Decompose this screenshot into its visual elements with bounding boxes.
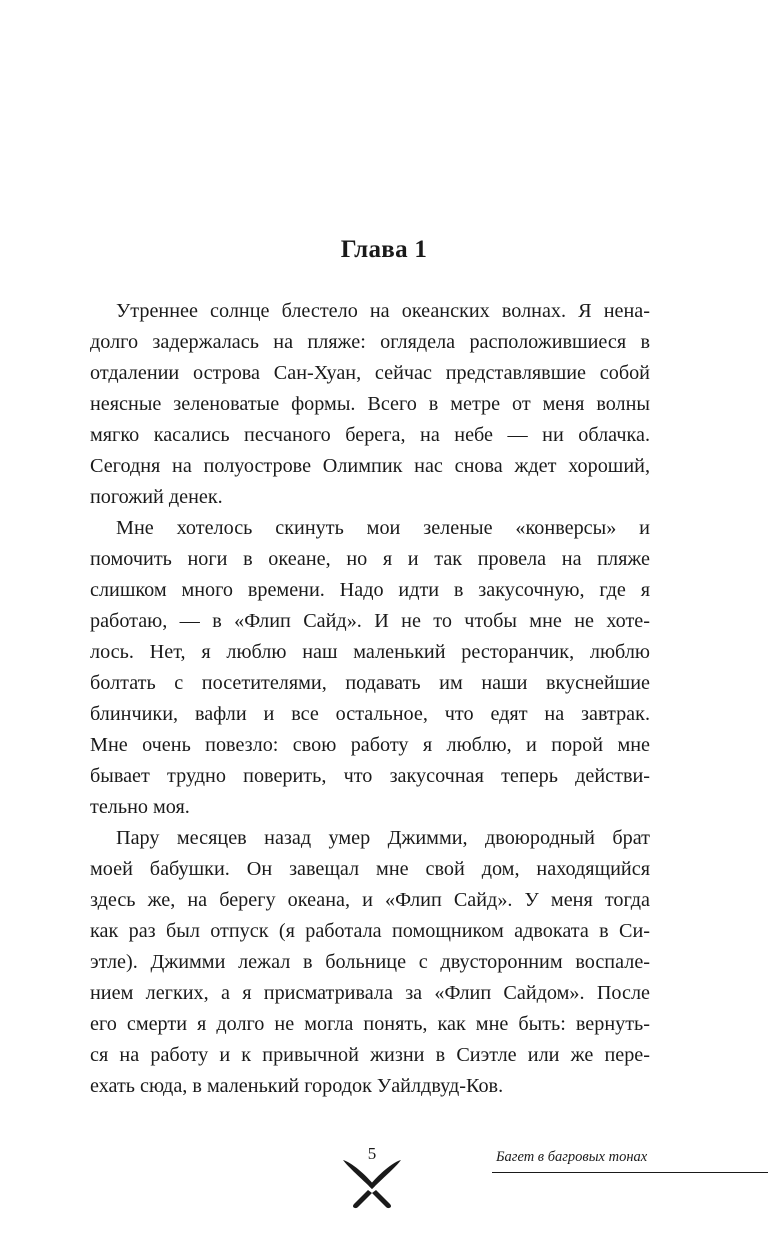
text-line: отдалении острова Сан-Хуан, сейчас представлявшие собой [90, 362, 650, 384]
text-line: его смерти я долго не могла понять, как мне быть: вернуть- [90, 1013, 650, 1035]
text-line: Утреннее солнце блестело на океанских волнах. Я нена- [116, 300, 650, 322]
running-title: Багет в багровых тонах [496, 1149, 648, 1165]
text-line: лось. Нет, я люблю наш маленький ресторанчик, люблю [90, 641, 650, 663]
text-line: мягко касались песчаного берега, на небе — ни облачка. [90, 424, 650, 446]
text-line: помочить ноги в океане, но я и так провела на пляже [90, 548, 650, 570]
text-line: Пару месяцев назад умер Джимми, двоюродный брат [116, 827, 650, 849]
running-title-rule [492, 1172, 768, 1173]
paragraph [90, 513, 650, 823]
text-line: долго задержалась на пляже: оглядела расположившиеся в [90, 331, 650, 353]
text-line: Мне хотелось скинуть мои зеленые «конверсы» и [116, 517, 650, 539]
text-line: блинчики, вафли и все остальное, что едят на завтрак. [90, 703, 650, 725]
paragraph [90, 823, 650, 1102]
crossed-knives-icon [341, 1158, 403, 1210]
text-line: неясные зеленоватые формы. Всего в метре от меня волны [90, 393, 650, 415]
paragraph [90, 296, 650, 513]
text-line: бывает трудно поверить, что закусочная теперь действи- [90, 765, 650, 787]
text-line: этле). Джимми лежал в больнице с двусторонним воспале- [90, 951, 650, 973]
chapter-title: Глава 1 [340, 236, 428, 263]
text-line: моей бабушки. Он завещал мне свой дом, находящийся [90, 858, 650, 880]
text-line: слишком много времени. Надо идти в закусочную, где я [90, 579, 650, 601]
text-line: болтать с посетителями, подавать им наши вкуснейшие [90, 672, 650, 694]
chapter-body [90, 296, 650, 1102]
text-line: погожий денек. [90, 486, 223, 508]
text-line: Мне очень повезло: свою работу я люблю, и порой мне [90, 734, 650, 756]
page-footer [0, 1140, 768, 1240]
page-number: 5 [367, 1144, 377, 1163]
text-line: ся на работу и к привычной жизни в Сиэтле или же пере- [90, 1044, 650, 1066]
text-line: здесь же, на берегу океана, и «Флип Сайд». У меня тогда [90, 889, 650, 911]
text-line: ехать сюда, в маленький городок Уайлдвуд-Ков. [90, 1075, 504, 1097]
text-line: работаю, — в «Флип Сайд». И не то чтобы мне не хоте- [90, 610, 650, 632]
text-line: Сегодня на полуострове Олимпик нас снова ждет хороший, [90, 455, 650, 477]
text-line: тельно моя. [90, 796, 190, 818]
text-line: нием легких, а я присматривала за «Флип Сайдом». После [90, 982, 650, 1004]
text-line: как раз был отпуск (я работала помощником адвоката в Си- [90, 920, 650, 942]
